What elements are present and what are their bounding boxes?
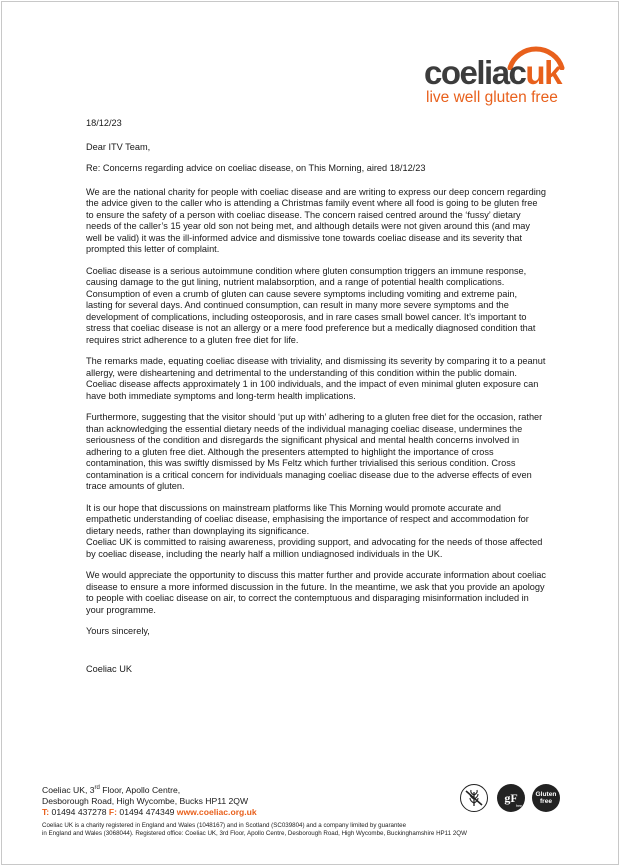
letter-body (86, 118, 546, 685)
gf-badge-subtext: free (515, 803, 522, 808)
tel-number: 01494 437278 (49, 806, 109, 817)
address-line1-sup: rd (94, 785, 100, 791)
fax-number: 01494 474349 (117, 806, 177, 817)
coeliac-uk-logo (424, 40, 574, 110)
letter-paragraph: It is our hope that discussions on mainstream platforms like This Morning would promote accurate and empathetic understanding of coeliac disease, emphasising the importance of respect and accommodation for dietary needs, rather than downplaying its significance. Coeliac UK is committed to raising awareness, providing support, and advocating for the needs of those affected by coeliac disease, including the nearly half a million undiagnosed individuals in the UK. (86, 502, 543, 559)
letter-paragraph: The remarks made, equating coeliac disease with triviality, and dismissing its severity by comparing it to a peanut allergy, were disheartening and detrimental to the understanding of this condition within the public domain. Coeliac disease affects approximately 1 in 100 individuals, and the impact of even minimal gluten exposure can have both immediate symptoms and long-term health implications. (86, 356, 546, 401)
footer-legal-text (42, 822, 582, 838)
footer-address (42, 783, 342, 818)
fax-label: F: (108, 806, 118, 817)
certification-badges (460, 784, 565, 814)
letter-date: 18/12/23 (86, 118, 122, 128)
address-line1-rest: Floor, Apollo Centre, (99, 784, 181, 795)
crossed-grain-icon (460, 784, 488, 812)
gf-badge-text: gF (504, 790, 518, 805)
logo-wordmark (424, 56, 561, 89)
legal-line1: Coeliac UK is a charity registered in England and Wales (1048167) and in Scotland (SC039804) and a company limited by guarantee (42, 822, 407, 829)
letter-paragraph: Coeliac disease is a serious autoimmune condition where gluten consumption triggers an immune response, causing damage to the gut lining, nutrient malabsorption, and a range of potential health complications. Consumption of even a crumb of gluten can cause severe symptoms including vomiting and extreme pain, lasting for several days. And continued consumption, can result in many more severe symptoms and the development of complications, including osteoporosis, and in rare cases small bowel cancer. It’s important to stress that coeliac disease is not an allergy or a mere food preference but a medically diagnosed condition that requires strict adherence to a gluten free diet for life. (86, 265, 536, 345)
logo-wordmark-uk: uk (525, 54, 561, 91)
logo-wordmark-coeliac: coeliac (424, 54, 526, 91)
footer-address-line2: Desborough Road, High Wycombe, Bucks HP11 2QW (42, 795, 249, 806)
logo-tagline: live well gluten free (426, 89, 558, 106)
letter-paragraph: We would appreciate the opportunity to discuss this matter further and provide accurate information about coeliac disease to ensure a more informed discussion in the future. In the meantime, we ask that you provide an apology to people with coeliac disease on air, to correct the contemptuous and disparaging misinformation included in your programme. (86, 570, 546, 615)
gluten-free-badge-icon (532, 784, 560, 812)
footer-address-line1 (42, 783, 342, 796)
website-link[interactable]: www.coeliac.org.uk (176, 806, 257, 817)
badge-text-line1: Gluten (535, 791, 557, 798)
letter-signoff: Yours sincerely, (86, 626, 150, 636)
letter-paragraph: Furthermore, suggesting that the visitor should ‘put up with’ adhering to a gluten free diet for the occasion, rather than acknowledging the essential dietary needs of the individual managing coeliac disease, undermines the seriousness of the condition and disregards the significant physical and mental health concerns involved in adhering to a gluten free diet. Although the presenters attempted to highlight the importance of cross contamination, this was swiftly dismissed by Ms Feltz which further trivialised this serious condition. Cross contamination is a critical concern for individuals managing coeliac disease due to the adverse effects of even trace amounts of gluten. (86, 412, 543, 491)
gf-badge-icon (497, 784, 525, 812)
legal-line2: in England and Wales (3068044). Registered office: Coeliac UK, 3rd Floor, Apollo Centre, Desborough Road, High Wycombe, Buckinghamshire HP11 2QW (42, 830, 467, 837)
letter-salutation: Dear ITV Team, (86, 141, 151, 152)
address-line1-text: Coeliac UK, 3 (42, 784, 95, 795)
badge-text-line2: free (539, 798, 553, 805)
tel-label: T: (42, 806, 50, 817)
letter-subject: Re: Concerns regarding advice on coeliac disease, on This Morning, aired 18/12/23 (86, 163, 426, 173)
letter-paragraph: We are the national charity for people with coeliac disease and are writing to express our deep concern regarding the advice given to the caller who is attending a Christmas family event where all food is going to be gluten free to ensure the safety of a person with coeliac disease. The concern raised centred around the ‘fussy’ dietary needs of the caller’s 15 year old son not being met, and although details were not given around this (and may well be valid) it was the ill-informed advice and dismissive tone towards coeliac disease and its severity that prompted this letter of complaint. (86, 186, 546, 254)
letter-signature: Coeliac UK (86, 663, 132, 674)
footer-contact-line (42, 807, 342, 818)
